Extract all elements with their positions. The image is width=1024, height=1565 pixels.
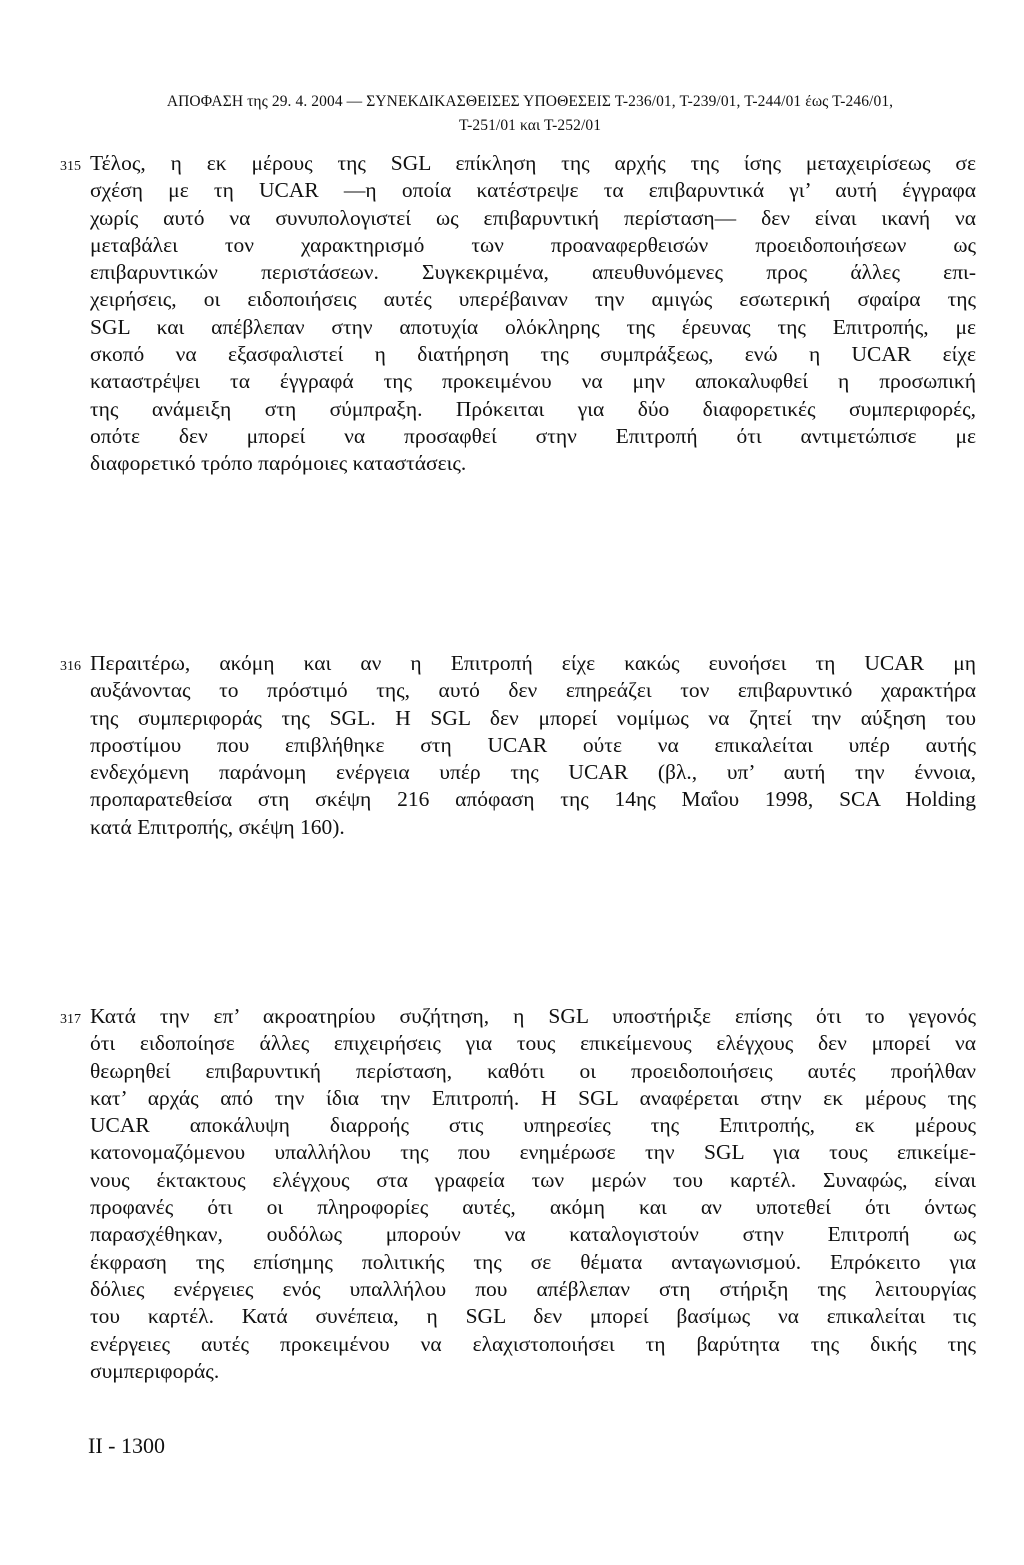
text-line: της συμπεριφοράς της SGL. Η SGL δεν μπορεί νομίμως να ζητεί την αύξηση του	[90, 705, 976, 730]
paragraph-text	[90, 1003, 976, 1385]
text-line: κατονομαζόμενου υπαλλήλου της που ενημέρωσε την SGL για τους επικείμε-	[90, 1140, 976, 1165]
text-line: επιβαρυντικών περιστάσεων. Συγκεκριμένα, απευθυνόμενες προς άλλες επι-	[90, 260, 976, 285]
text-line: της ανάμειξη στη σύμπραξη. Πρόκειται για δύο διαφορετικές συμπεριφορές,	[90, 396, 976, 421]
text-line: σχέση με τη UCAR —η οποία κατέστρεψε τα επιβαρυντικά γι’ αυτή έγγραφα	[90, 178, 976, 203]
text-line: του καρτέλ. Κατά συνέπεια, η SGL δεν μπορεί βασίμως να επικαλείται τις	[90, 1304, 976, 1329]
text-line: SGL και απέβλεπαν στην αποτυχία ολόκληρης της έρευνας της Επιτροπής, με	[90, 314, 976, 339]
text-line: θεωρηθεί επιβαρυντική περίσταση, καθότι οι προειδοποιήσεις αυτές προήλθαν	[90, 1058, 976, 1083]
paragraph-316	[60, 650, 980, 860]
text-line: προστίμου που επιβλήθηκε στη UCAR ούτε να επικαλείται υπέρ αυτής	[90, 732, 976, 757]
text-line: προφανές ότι οι πληροφορίες αυτές, ακόμη και αν υποτεθεί ότι όντως	[90, 1195, 976, 1220]
text-line: σκοπό να εξασφαλιστεί η διατήρηση της συμπράξεως, ενώ η UCAR είχε	[90, 342, 976, 367]
paragraph-text	[90, 650, 976, 841]
text-line: παρασχέθηκαν, ουδόλως μπορούν να καταλογιστούν στην Επιτροπή ως	[90, 1222, 976, 1247]
text-line: Κατά την επ’ ακροατηρίου συζήτηση, η SGL υποστήριξε επίσης ότι το γεγονός	[90, 1004, 976, 1028]
text-line: μεταβάλει τον χαρακτηρισμό των προαναφερθεισών προειδοποιήσεων ως	[90, 232, 976, 257]
paragraph-317	[60, 1003, 980, 1383]
paragraph-number: 316	[60, 659, 81, 674]
text-line: κατ’ αρχάς από την ίδια την Επιτροπή. Η SGL αναφέρεται στην εκ μέρους της	[90, 1085, 976, 1110]
text-line: οπότε δεν μπορεί να προσαφθεί στην Επιτροπή ότι αντιμετώπισε με	[90, 423, 976, 448]
text-line: UCAR αποκάλυψη διαρροής στις υπηρεσίες της Επιτροπής, εκ μέρους	[90, 1113, 976, 1138]
running-header-line-2: Τ-251/01 και Τ-252/01	[458, 117, 602, 134]
text-line: Τέλος, η εκ μέρους της SGL επίκληση της αρχής της ίσης μεταχειρίσεως σε	[90, 151, 976, 175]
text-line: δόλιες ενέργειες ενός υπαλλήλου που απέβλεπαν στη στήριξη της λειτουργίας	[90, 1276, 976, 1301]
text-line: προπαρατεθείσα στη σκέψη 216 απόφαση της 14ης Μαΐου 1998, SCA Holding	[90, 787, 976, 812]
paragraph-number: 317	[60, 1012, 81, 1027]
text-line: ενέργειες αυτές προκειμένου να ελαχιστοποιήσει τη βαρύτητα της δικής της	[90, 1331, 976, 1356]
text-line: ότι ειδοποίησε άλλες επιχειρήσεις για τους επικείμενους ελέγχους δεν μπορεί να	[90, 1031, 976, 1056]
text-line: κατά Επιτροπής, σκέψη 160).	[90, 814, 345, 839]
text-line: συμπεριφοράς.	[90, 1358, 220, 1383]
running-header-line-1: ΑΠΟΦΑΣΗ της 29. 4. 2004 — ΣΥΝΕΚΔΙΚΑΣΘΕΙΣΕΣ ΥΠΟΘΕΣΕΙΣ Τ-236/01, Τ-239/01, Τ-244/01 έως Τ-246/01,	[166, 93, 894, 110]
paragraph-315	[60, 150, 980, 505]
text-line: χειρήσεις, οι ειδοποιήσεις αυτές υπερέβαιναν την αμιγώς εσωτερική σφαίρα της	[90, 287, 976, 312]
page-number: II - 1300	[88, 1433, 165, 1458]
text-line: αυξάνοντας το πρόστιμό της, αυτό δεν επηρεάζει τον επιβαρυντικό χαρακτήρα	[90, 678, 976, 703]
running-header	[80, 90, 980, 138]
text-line: έκφραση της επίσημης πολιτικής της σε θέματα ανταγωνισμού. Επρόκειτο για	[90, 1249, 976, 1274]
text-line: ενδεχόμενη παράνομη ενέργεια υπέρ της UCAR (βλ., υπ’ αυτή την έννοια,	[90, 760, 976, 785]
text-line: διαφορετικό τρόπο παρόμοιες καταστάσεις.	[90, 451, 467, 476]
text-line: Περαιτέρω, ακόμη και αν η Επιτροπή είχε κακώς ευνοήσει τη UCAR μη	[90, 651, 976, 675]
text-line: νους έκτακτους ελέγχους στα γραφεία των μερών του καρτέλ. Συναφώς, είναι	[90, 1167, 976, 1192]
paragraph-text	[90, 150, 976, 478]
paragraph-number: 315	[60, 159, 81, 174]
text-line: χωρίς αυτό να συνυπολογιστεί ως επιβαρυντική περίσταση— δεν είναι ικανή να	[90, 205, 976, 230]
text-line: καταστρέψει τα έγγραφά της προκειμένου να μην αποκαλυφθεί η προσωπική	[90, 369, 976, 394]
